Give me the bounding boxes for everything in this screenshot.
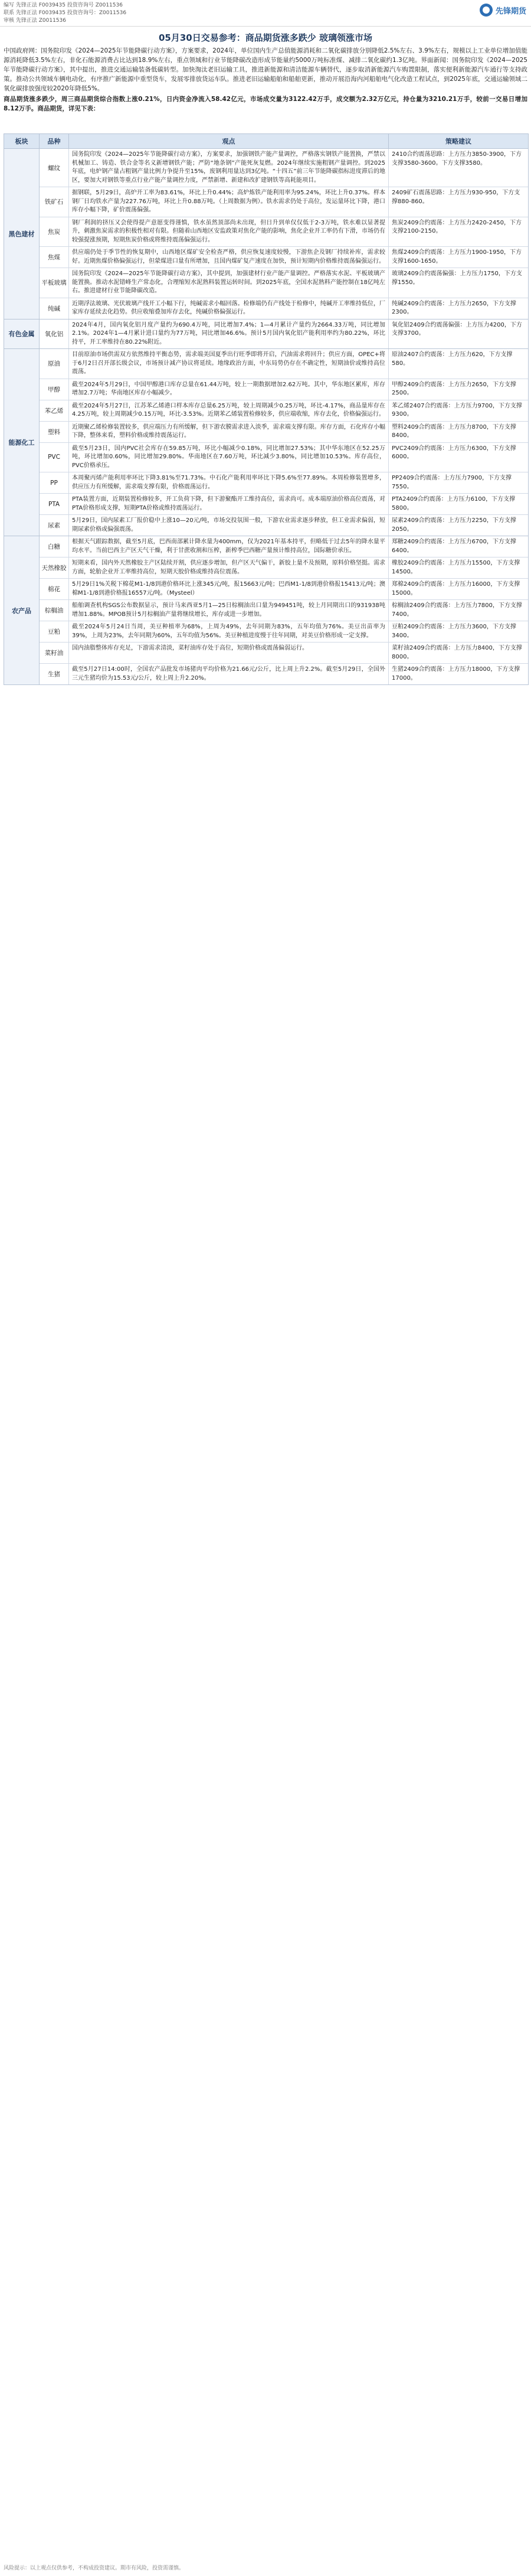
variety-cell: PP (40, 472, 69, 493)
sector-label: 能源化工 (4, 349, 40, 536)
variety-cell: 氧化铝 (40, 319, 69, 349)
table-row (40, 536, 528, 557)
variety-cell: 菜籽油 (40, 643, 69, 663)
variety-cell: 豆粕 (40, 621, 69, 642)
table-row (40, 599, 528, 621)
strategy-cell: 氧化铝2409合约震荡偏强：上方压力4200，下方支撑3700。 (392, 321, 522, 337)
strategy-cell: PP2409合约震荡：上方压力7900，下方支撑7550。 (392, 475, 512, 490)
view-cell: 本周聚丙烯产能利用率环比下降3.81%至71.73%。中石化产能利用率环比下降5.6%至77.89%。本周检修装置增多，供应压力有所缓解，需求端支撑有限，价格震荡运行。 (69, 472, 389, 493)
strategy-cell: PTA2409合约震荡：上方压力6100，下方支撑5800。 (392, 496, 516, 511)
strategy-cell: 郑糖2409合约震荡：上方压力6700，下方支撑6400。 (392, 539, 516, 554)
variety-cell: 苯乙烯 (40, 400, 69, 421)
variety-cell: 纯碱 (40, 298, 69, 319)
variety-cell: 白糖 (40, 536, 69, 557)
table-row (40, 578, 528, 599)
table-row (40, 400, 528, 421)
strategy-cell: 2409矿石震荡思路：上方压力930-950，下方支撑880-860。 (392, 190, 520, 205)
table-row (40, 621, 528, 642)
author-info (4, 2, 126, 25)
table-row (40, 349, 528, 379)
view-cell: 供应端仍处于季节性的恢复期中，山西地区煤矿安全检查严格，供应恢复速度较慢，下游焦企及钢厂持续补库，需求较好。近期焦煤价格偏强运行，但蒙煤进口量有所增加，且国内煤矿复产速度在加快，预计短期内价格维持震荡偏强运行。 (69, 247, 389, 268)
variety-cell: 平板玻璃 (40, 268, 69, 298)
table-row (40, 187, 528, 217)
logo-mark-icon (480, 4, 493, 17)
view-cell: 近期浮法玻璃、光伏玻璃产线开工小幅下行，纯碱需求小幅回落。检修端仍有产线处于检修中，纯碱开工率维持低位，厂家库存延续去化趋势。供应收缩叠加库存去化，纯碱价格偏强运行。 (69, 298, 389, 319)
view-cell: 截至2024年5月29日，中国甲醇港口库存总量在61.44万吨，较上一期数据增加2.62万吨。其中，华东地区累库，库存增加2.7万吨；华南地区库存小幅减少。 (69, 379, 389, 400)
author-line-3: 审核 先锋正法 Z0011536 (4, 18, 66, 24)
sector-group (4, 536, 528, 684)
variety-cell: 甲醇 (40, 379, 69, 400)
view-cell: 截至2024年5月24日当周，美豆种植率为68%，上周为49%，去年同期为83%，五年均值为76%。美豆出苗率为39%，上周为23%，去年同期为60%，五年均值为56%。美豆种植进度慢于往年同期，对美豆价格形成一定支撑。 (69, 621, 389, 642)
author-line-1: 编写 先锋正法 F0039435 投资咨询号 Z0011536 (4, 2, 123, 8)
strategy-cell: 郑棉2409合约震荡：上方压力16000，下方支撑15000。 (392, 581, 520, 596)
sector-label: 黑色建材 (4, 149, 40, 319)
header-strategy: 策略建议 (445, 138, 471, 145)
report-header (0, 0, 531, 27)
variety-cell: 生猪 (40, 664, 69, 684)
variety-cell: 棕榈油 (40, 600, 69, 621)
strategy-cell: 豆粕2409合约震荡：上方压力3600，下方支撑3400。 (392, 624, 516, 639)
view-cell: 国务院印发《2024—2025年节能降碳行动方案》，方案要求，加强钢铁产能产量调控，严格落实钢铁产能置换，严禁以机械加工、铸造、铁合金等名义新增钢铁产能；严防“地条钢”产能死灰复燃。2024年继续实施粗钢产量调控。到2025年底，电炉钢产量占粗钢产量比例力争提升至15%，废钢利用量达到3亿吨。“十四五”前三年节能降碳指标进度滞后的地区，要加大对钢铁等重点行业产能产量调控力度，严禁新增、新建和改扩建钢铁等高耗能项目。 (69, 149, 389, 187)
strategy-cell: 2410合约震荡思路：上方压力3850-3900，下方支撑3580-3600。下方支撑3580。 (392, 151, 522, 167)
strategy-cell: 玻璃2409合约震荡偏强：上方压力1750，下方支撑1550。 (392, 270, 522, 286)
header-view: 观点 (69, 134, 389, 148)
sector-group (4, 148, 528, 319)
view-cell: 国内油脂整体库存充足，下游需求清淡，菜籽油库存处于高位，短期价格或震荡偏弱运行。 (69, 643, 389, 663)
header-sector: 板块 (4, 134, 40, 148)
sector-group (4, 348, 528, 536)
strategy-cell: 原油2407合约震荡：上方压力620，下方支撑580。 (392, 351, 513, 367)
variety-cell: 焦炭 (40, 217, 69, 247)
company-logo (480, 4, 526, 17)
strategy-cell: 焦炭2409合约震荡：上方压力2420-2450，下方支撑2100-2150。 (392, 219, 522, 234)
strategy-cell: 纯碱2409合约震荡：上方压力2650，下方支撑2300。 (392, 300, 516, 315)
author-line-2: 联系 先锋正法 F0039435 投资咨询号：Z0011536 (4, 10, 127, 16)
table-row (40, 149, 528, 187)
intro-paragraph: 商品期货涨多跌少，周三商品期货综合指数上涨0.21%，日内资金净流入58.42亿元，市场成交量为3122.42万手，成交额为2.32万亿元，持仓量为3210.21万手，较前一交易日增加8.12万手。商品期货，详见下表： (4, 96, 527, 112)
table-row (40, 298, 528, 319)
strategy-cell: PVC2409合约震荡：上方压力6300，下方支撑6000。 (392, 445, 516, 460)
view-cell: 钢厂利润的挤压又会使得提产意愿变得谨慎，铁水虽然顶部尚未出现，但日升到单仅仅低于2-3万吨，铁水难以显著提升，刺激焦炭需求的积极性相对有限。但随着山西地区安监政策对焦化产能的影响，焦化企业开工率仍有下滑，市场仍有较强提涨预期，短期焦炭价格或将维持震荡偏强运行。 (69, 217, 389, 247)
view-cell: 目前原油市场供需双方依然维持平衡态势，需求端美国夏季出行旺季即将开启，汽油需求将回升；供应方面，OPEC+将于6月2日召开部长级会议，市场预计减产协议将延续。地缘政治方面，中东局势仍存在不确定性，短期油价或维持高位震荡。 (69, 349, 389, 379)
view-cell: 截至5月27日14:00时，全国农产品批发市场猪肉平均价格为21.66元/公斤，比上周上升2.2%。截至5月29日，全国外三元生猪均价为15.53元/公斤，较上周上升2.20%。 (69, 664, 389, 684)
table-row (40, 493, 528, 514)
sector-label: 农产品 (4, 536, 40, 684)
report-title: 05月30日交易参考：商品期货涨多跌少 玻璃领涨市场 (159, 32, 372, 43)
variety-cell: 尿素 (40, 515, 69, 536)
variety-cell: 棉花 (40, 579, 69, 599)
table-row (40, 557, 528, 578)
table-row (40, 319, 528, 349)
variety-cell: 塑料 (40, 422, 69, 442)
view-cell: 5月29日，国内尿素工厂报价稳中上涨10—20元/吨，市场交投氛围一般，下游农业需求逐步释放，但工业需求偏弱，短期尿素价格或偏强震荡。 (69, 515, 389, 536)
variety-cell: 铁矿石 (40, 187, 69, 217)
commodity-table (4, 133, 529, 685)
view-cell: 5月29日1%关税下棉花M1-1/8到港价格环比上涨345元/吨，报15663元/吨；巴西M1-1/8到港价格报15413元/吨；澳棉M1-1/8到港价格报16557元/吨。（Mysteel） (69, 579, 389, 599)
strategy-cell: 橡胶2409合约震荡：上方压力15500，下方支撑14500。 (392, 560, 520, 575)
strategy-cell: 塑料2409合约震荡：上方压力8700，下方支撑8400。 (392, 423, 516, 439)
view-cell: 短期来看，国内外天然橡胶主产区陆续开割，供应逐步增加，但产区天气偏干，新胶上量不及预期，原料价格坚挺。需求方面，轮胎企业开工率维持高位，短期天胶价格或维持高位震荡。 (69, 557, 389, 578)
variety-cell: 原油 (40, 349, 69, 379)
view-cell: 根据天气跟踪数据，截至5月底，巴西南部累计降水量为400mm，仅为2021年基本持平，但略低于过去5年的降水量平均水平。当前巴西主产区天气干燥，利于甘蔗收割和压榨，新榨季巴西糖产量预计维持高位，国际糖价承压。 (69, 536, 389, 557)
view-cell: 2024年4月，国内氧化铝月度产量约为690.4万吨，同比增加7.4%；1—4月累计产量约为2664.33万吨，同比增加2.1%。2024年1—4月累计进口量约为77万吨，同比增加46.6%。预计5月国内氧化铝产能利用率约为80.22%，环比持平，开工率维持在80.22%附近。 (69, 319, 389, 349)
sector-group (4, 319, 528, 349)
table-row (40, 642, 528, 663)
view-cell: PTA装置方面，近期装置检修较多，开工负荷下降，但下游聚酯开工维持高位，需求尚可。成本端原油价格高位震荡，对PTA价格形成支撑，短期PTA价格或维持震荡运行。 (69, 494, 389, 514)
table-row (40, 663, 528, 684)
table-row (40, 421, 528, 442)
strategy-cell: 棕榈油2409合约震荡：上方压力7800，下方支撑7400。 (392, 602, 522, 618)
strategy-cell: 菜籽油2409合约震荡：上方压力8400，下方支撑8000。 (392, 645, 522, 660)
table-row (40, 379, 528, 400)
variety-cell: 焦煤 (40, 247, 69, 268)
view-cell: 船舶调查机构SGS公布数据显示，预计马来西亚5月1—25日棕榈油出口量为949451吨，较上月同期出口的931938吨增加1.88%。MPOB预计5月棕榈油产量将继续增长，库存或进一步增加。 (69, 600, 389, 621)
variety-cell: 天然橡胶 (40, 557, 69, 578)
sector-label: 有色金属 (4, 319, 40, 349)
intro-section (4, 46, 527, 113)
table-row (40, 514, 528, 536)
table-header-row (4, 134, 528, 148)
table-body (4, 148, 528, 684)
view-cell: 国务院印发《2024—2025年节能降碳行动方案》，其中提到，加强建材行业产能产量调控。严格落实水泥、平板玻璃产能置换。推动水泥错峰生产常态化，合理缩短水泥熟料装置运转时间。到2025年底，全国水泥熟料产能控制在18亿吨左右。推进建材行业节能降碳改造。 (69, 268, 389, 298)
table-row (40, 217, 528, 247)
logo-text: 先锋期货 (495, 6, 526, 16)
view-cell: 截至2024年5月27日，江苏苯乙烯港口样本库存总量6.25万吨，较上周期减少0.25万吨，环比-4.17%，商品量库存在4.25万吨，较上周期减少0.15万吨，环比-3.53%。近期苯乙烯装置检修较多，供应端收缩，库存去化，价格偏强运行。 (69, 400, 389, 421)
table-row (40, 442, 528, 472)
variety-cell: PTA (40, 494, 69, 514)
table-row (40, 246, 528, 268)
strategy-cell: 苯乙烯2407合约震荡：上方压力9700，下方支撑9300。 (392, 402, 522, 418)
view-cell: 近期聚乙烯检修装置较多，供应端压力有所缓解，但下游农膜需求进入淡季，需求端支撑有限。库存方面，石化库存小幅下降，整体来看，塑料价格或维持震荡运行。 (69, 422, 389, 442)
strategy-cell: 尿素2409合约震荡：上方压力2250，下方支撑2050。 (392, 517, 516, 533)
view-cell: 据钢联，5月29日，高炉开工率为83.61%，环比上升0.44%；高炉炼铁产能利用率为95.24%，环比上升0.37%。样本钢厂日均铁水产量为227.76万吨，环比上升0.88万吨。（上周数据为例）。铁水需求仍处于高位，发运量环比下降，港口库存小幅下降，矿价震荡偏强。 (69, 187, 389, 217)
risk-disclaimer: 风险提示：以上观点仅供参考，不构成投资建议。期市有风险，投资需谨慎。 (4, 2565, 185, 2571)
table-row (40, 472, 528, 493)
strategy-cell: 生猪2409合约震荡：上方压力18000，下方支撑17000。 (392, 666, 520, 682)
intro-paragraph: 中国政府网：国务院印发《2024—2025年节能降碳行动方案》，方案要求，2024年，单位国内生产总值能源消耗和二氧化碳排放分别降低2.5%左右、3.9%左右，规模以上工业单位增加值能源消耗降低3.5%左右，非化石能源消费占比达到18.9%左右，重点领域和行业节能降碳改造形成节能量约5000万吨标准煤、减排二氧化碳约1.3亿吨。界面新闻：国务院印发《2024—2025年节能降碳行动方案》，其中提出，推进交通运输装备低碳转型。加快淘汰老旧运输工具，推进新能源和清洁能源车辆替代，逐步取消新能源汽车购置限制，落实便利新能源汽车通行等支持政策。推动公共领域车辆电动化，有序推广新能源中重型货车，发展零排放货运车队。推进老旧运输船舶和船舶更新，推动开展沿海内河船舶电气化改造工程试点，到2025年底，交通运输领域二氧化碳排放强度较2020年降低5%。 (4, 47, 527, 92)
variety-cell: 螺纹 (40, 149, 69, 187)
variety-cell: PVC (40, 443, 69, 472)
header-variety: 品种 (40, 134, 69, 148)
strategy-cell: 焦煤2409合约震荡：上方压力1900-1950，下方支撑1600-1650。 (392, 249, 522, 265)
table-row (40, 268, 528, 298)
strategy-cell: 甲醇2409合约震荡：上方压力2650，下方支撑2500。 (392, 381, 516, 396)
view-cell: 截至5月23日，国内PVC社会库存在59.85万吨，环比小幅减少0.18%，同比增加27.53%；其中华东地区在52.25万吨，环比增加0.60%，同比增加29.80%。华南地区在7.60万吨，环比减少3.80%，同比增加10.53%。库存高位，PVC价格承压。 (69, 443, 389, 472)
